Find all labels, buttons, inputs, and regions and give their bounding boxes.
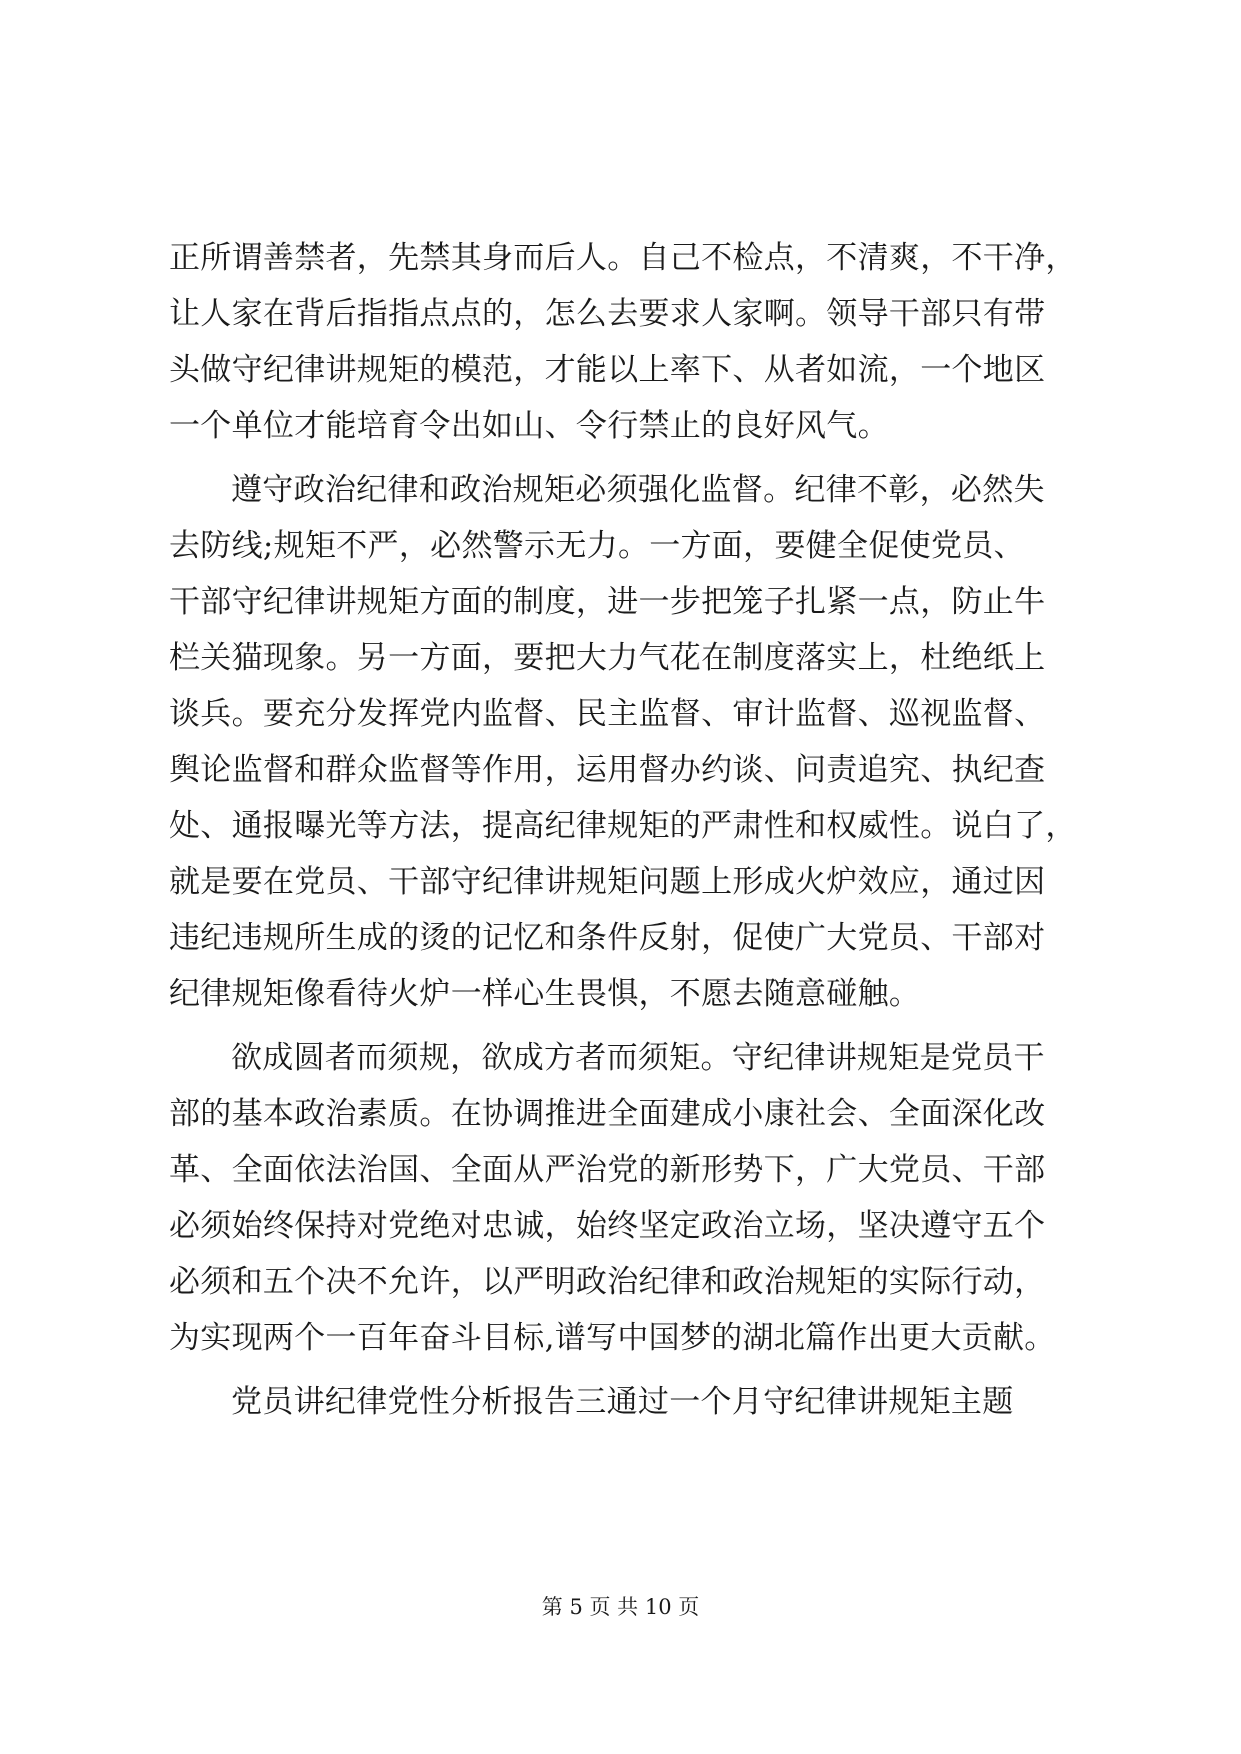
text-line: 革、全面依法治国、全面从严治党的新形势下，广大党员、干部 xyxy=(169,1152,1046,1188)
text-line: 欲成圆者而须规，欲成方者而须矩。守纪律讲规矩是党员干 xyxy=(231,1040,1045,1076)
text-line: 正所谓善禁者，先禁其身而后人。自己不检点，不清爽，不干净， xyxy=(169,240,1077,276)
text-line: 必须和五个决不允许，以严明政治纪律和政治规矩的实际行动， xyxy=(169,1264,1046,1300)
text-line: 纪律规矩像看待火炉一样心生畏惧，不愿去随意碰触。 xyxy=(169,976,921,1012)
text-line: 栏关猫现象。另一方面，要把大力气花在制度落实上，杜绝纸上 xyxy=(169,640,1046,676)
text-line: 党员讲纪律党性分析报告三通过一个月守纪律讲规矩主题 xyxy=(231,1384,1014,1420)
text-line: 让人家在背后指指点点的，怎么去要求人家啊。领导干部只有带 xyxy=(169,296,1046,332)
document-body xyxy=(169,230,1085,1430)
text-line: 谈兵。要充分发挥党内监督、民主监督、审计监督、巡视监督、 xyxy=(169,696,1046,732)
text-line: 为实现两个一百年奋斗目标,谱写中国梦的湖北篇作出更大贡献。 xyxy=(169,1320,1056,1356)
text-line: 处、通报曝光等方法，提高纪律规矩的严肃性和权威性。说白了， xyxy=(169,808,1077,844)
page-number-footer: 第 5 页 共 10 页 xyxy=(541,1595,700,1619)
text-line: 违纪违规所生成的烫的记忆和条件反射，促使广大党员、干部对 xyxy=(169,920,1046,956)
text-line: 部的基本政治素质。在协调推进全面建成小康社会、全面深化改 xyxy=(169,1096,1046,1132)
paragraph-3 xyxy=(169,1030,1085,1366)
text-line: 去防线;规矩不严，必然警示无力。一方面，要健全促使党员、 xyxy=(169,528,1025,564)
text-line: 就是要在党员、干部守纪律讲规矩问题上形成火炉效应，通过因 xyxy=(169,864,1046,900)
text-line: 一个单位才能培育令出如山、令行禁止的良好风气。 xyxy=(169,408,889,444)
paragraph-1 xyxy=(169,230,1085,454)
text-line: 舆论监督和群众监督等作用，运用督办约谈、问责追究、执纪查 xyxy=(169,752,1046,788)
text-line: 必须始终保持对党绝对忠诚，始终坚定政治立场，坚决遵守五个 xyxy=(169,1208,1046,1244)
text-line: 干部守纪律讲规矩方面的制度，进一步把笼子扎紧一点，防止牛 xyxy=(169,584,1046,620)
text-line: 遵守政治纪律和政治规矩必须强化监督。纪律不彰，必然失 xyxy=(231,472,1045,508)
paragraph-2 xyxy=(169,462,1085,1022)
text-line: 头做守纪律讲规矩的模范，才能以上率下、从者如流，一个地区 xyxy=(169,352,1046,388)
paragraph-4 xyxy=(169,1374,1085,1430)
